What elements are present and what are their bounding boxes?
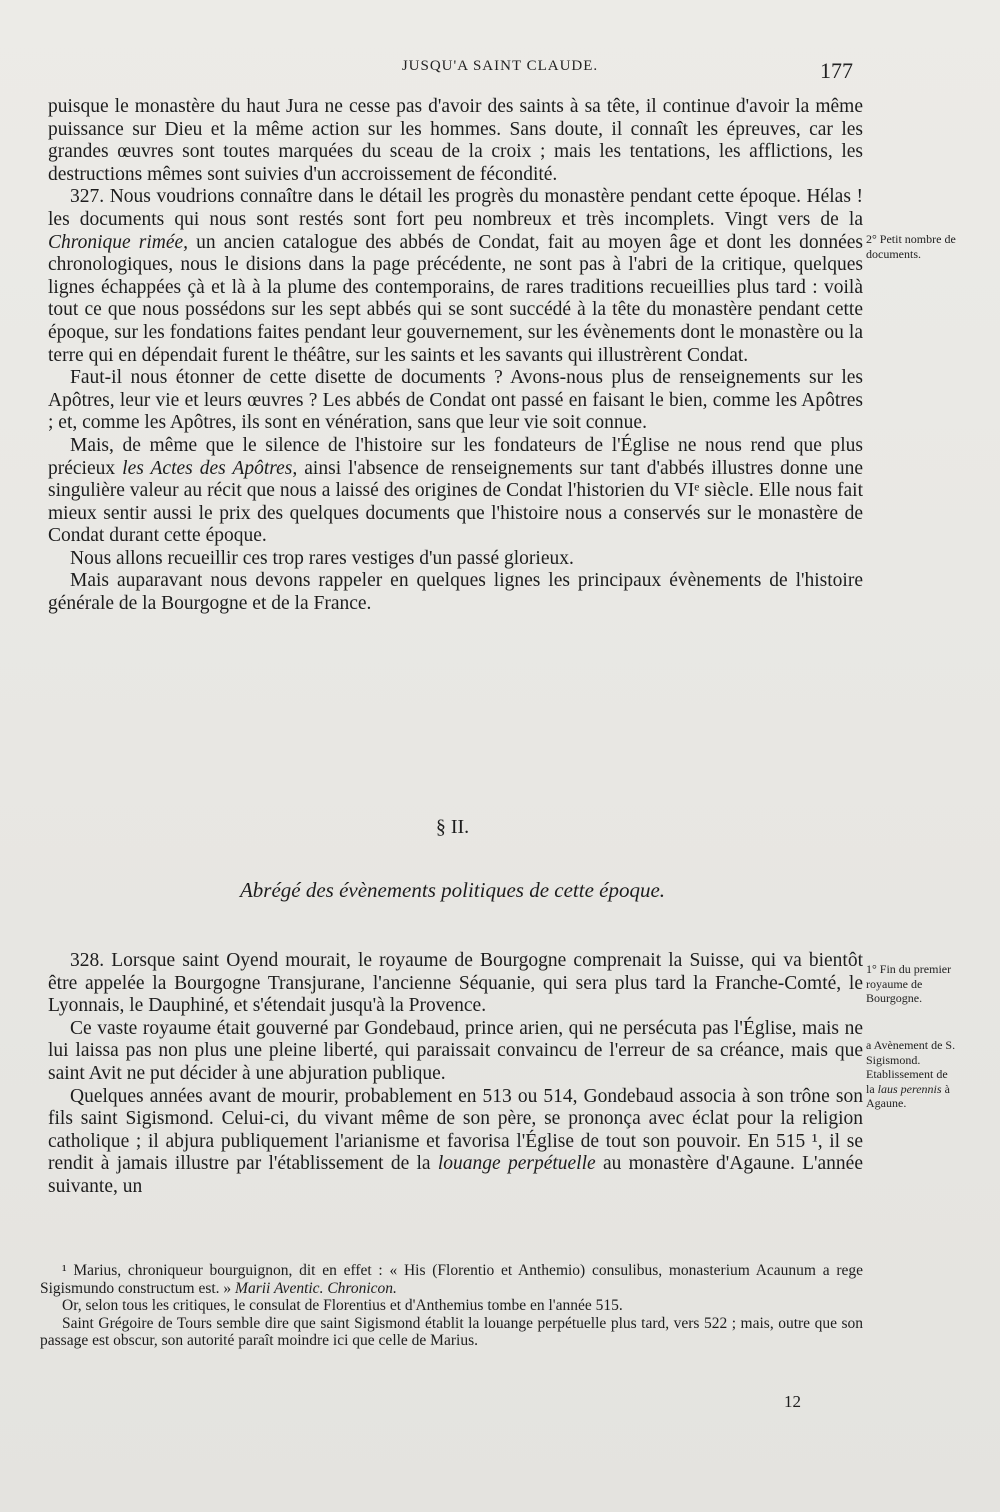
paragraph: Mais auparavant nous devons rappeler en quelques lignes les principaux évènements de l'histoire générale de la Bourgogne et de la France. [48,570,863,615]
body-text-top [48,96,863,616]
paragraph-327: 327. Nous voudrions connaître dans le détail les progrès du monastère pendant cette époque. Hélas ! les documents qui nous sont restés sont fort peu nombreux et très incomplets. Vingt vers de la Chronique rimée, un ancien catalogue des abbés de Condat, fait au moyen âge et dont les données chronologiques, nous le disions dans la page précédente, ne sont pas à l'abri de la critique, quelques lignes échappées çà et là à la plume des contemporains, de rares traditions recueillies plus tard : voilà tout ce que nous possédons sur les sept abbés qui se sont succédé à la tête du monastère pendant cette époque, sur les fondations faites pendant leur gouvernement, sur les évènements dont le monastère ou la terre qui en dépendait furent le théâtre, sur les saints et les savants qui illustrèrent Condat. [48,186,864,366]
page-number: 177 [820,58,853,83]
signature-mark: 12 [784,1392,801,1411]
margin-note-royaume: 1° Fin du premier royaume de Bourgogne. [866,962,952,1005]
footnotes [40,1262,863,1350]
footnote: Saint Grégoire de Tours semble dire que saint Sigismond établit la louange perpétuelle plus tard, vers 522 ; mais, outre que son passage est obscur, son autorité paraît moindre ici que celle de Marius. [40,1314,863,1349]
paragraph: Ce vaste royaume était gouverné par Gondebaud, prince arien, qui ne persécuta pas l'Église, mais ne lui laissa pas non plus une pleine liberté, qui paraissait convaincu de l'erreur de sa créance, mais que saint Avit ne put décider à une abjuration publique. [48,1017,863,1084]
body-text-bottom [48,950,863,1199]
paragraph: Quelques années avant de mourir, probablement en 513 ou 514, Gondebaud associa à son trône son fils saint Sigismond. Celui-ci, du vivant même de son père, se prononça avec éclat pour la religion catholique ; il abjura publiquement l'arianisme et favorisa l'Église de tout son pouvoir. En 515 ¹, il se rendit à jamais illustre par l'établissement de la louange perpétuelle au monastère d'Agaune. L'année suivante, un [48,1085,863,1197]
paragraph: puisque le monastère du haut Jura ne cesse pas d'avoir des saints à sa tête, il continue d'avoir la même puissance sur Dieu et la même action sur les hommes. Sans doute, il connaît les épreuves, car les grandes œuvres sont toutes marquées du sceau de la croix ; mais les tentations, les afflictions, les destructions mêmes sont suivies d'un accroissement de fécondité. [48,96,863,185]
margin-note-documents: 2° Petit nombre de documents. [866,232,956,261]
paragraph: Mais, de même que le silence de l'histoire sur les fondateurs de l'Église ne nous rend que plus précieux les Actes des Apôtres, ainsi l'absence de renseignements sur tant d'abbés illustres donne une singulière valeur au récit que nous a laissé des origines de Condat l'historien du VIᵉ siècle. Elle nous fait mieux sentir aussi le prix des quelques documents que l'histoire nous a conservés sur le monastère de Condat durant cette époque. [48,434,863,547]
paragraph: Nous allons recueillir ces trop rares vestiges d'un passé glorieux. [70,547,574,569]
paragraph-328: 328. Lorsque saint Oyend mourait, le royaume de Bourgogne comprenait la Suisse, qui va bientôt être appelée la Bourgogne Transjurane, l'ancienne Séquanie, qui sera plus tard la Franche-Comté, le Lyonnais, le Dauphiné, et s'étendait jusqu'à la Provence. [48,950,863,1017]
footnote: Or, selon tous les critiques, le consulat de Florentius et d'Anthemius tombe en l'année 515. [62,1297,623,1314]
running-title: JUSQU'A SAINT CLAUDE. [401,58,599,74]
footnote: ¹ Marius, chroniqueur bourguignon, dit en effet : « His (Florentio et Anthemio) consulibus, monasterium Acaunum a rege Sigismundo constructum est. » Marii Aventic. Chronicon. [40,1262,863,1297]
paragraph: Faut-il nous étonner de cette disette de documents ? Avons-nous plus de renseignements sur les Apôtres, leur vie et leurs œuvres ? Les abbés de Condat ont passé en faisant le bien, comme les Apôtres ; et, comme les Apôtres, ils sont en vénération, sans que leur vie soit connue. [48,367,863,434]
margin-note-sigismond: a Avènement de S. Sigismond. Etablissement de la laus perennis à Agaune. [866,1038,956,1110]
section-title: Abrégé des évènements politiques de cette époque. [239,878,666,902]
section-number: § II. [435,816,470,838]
